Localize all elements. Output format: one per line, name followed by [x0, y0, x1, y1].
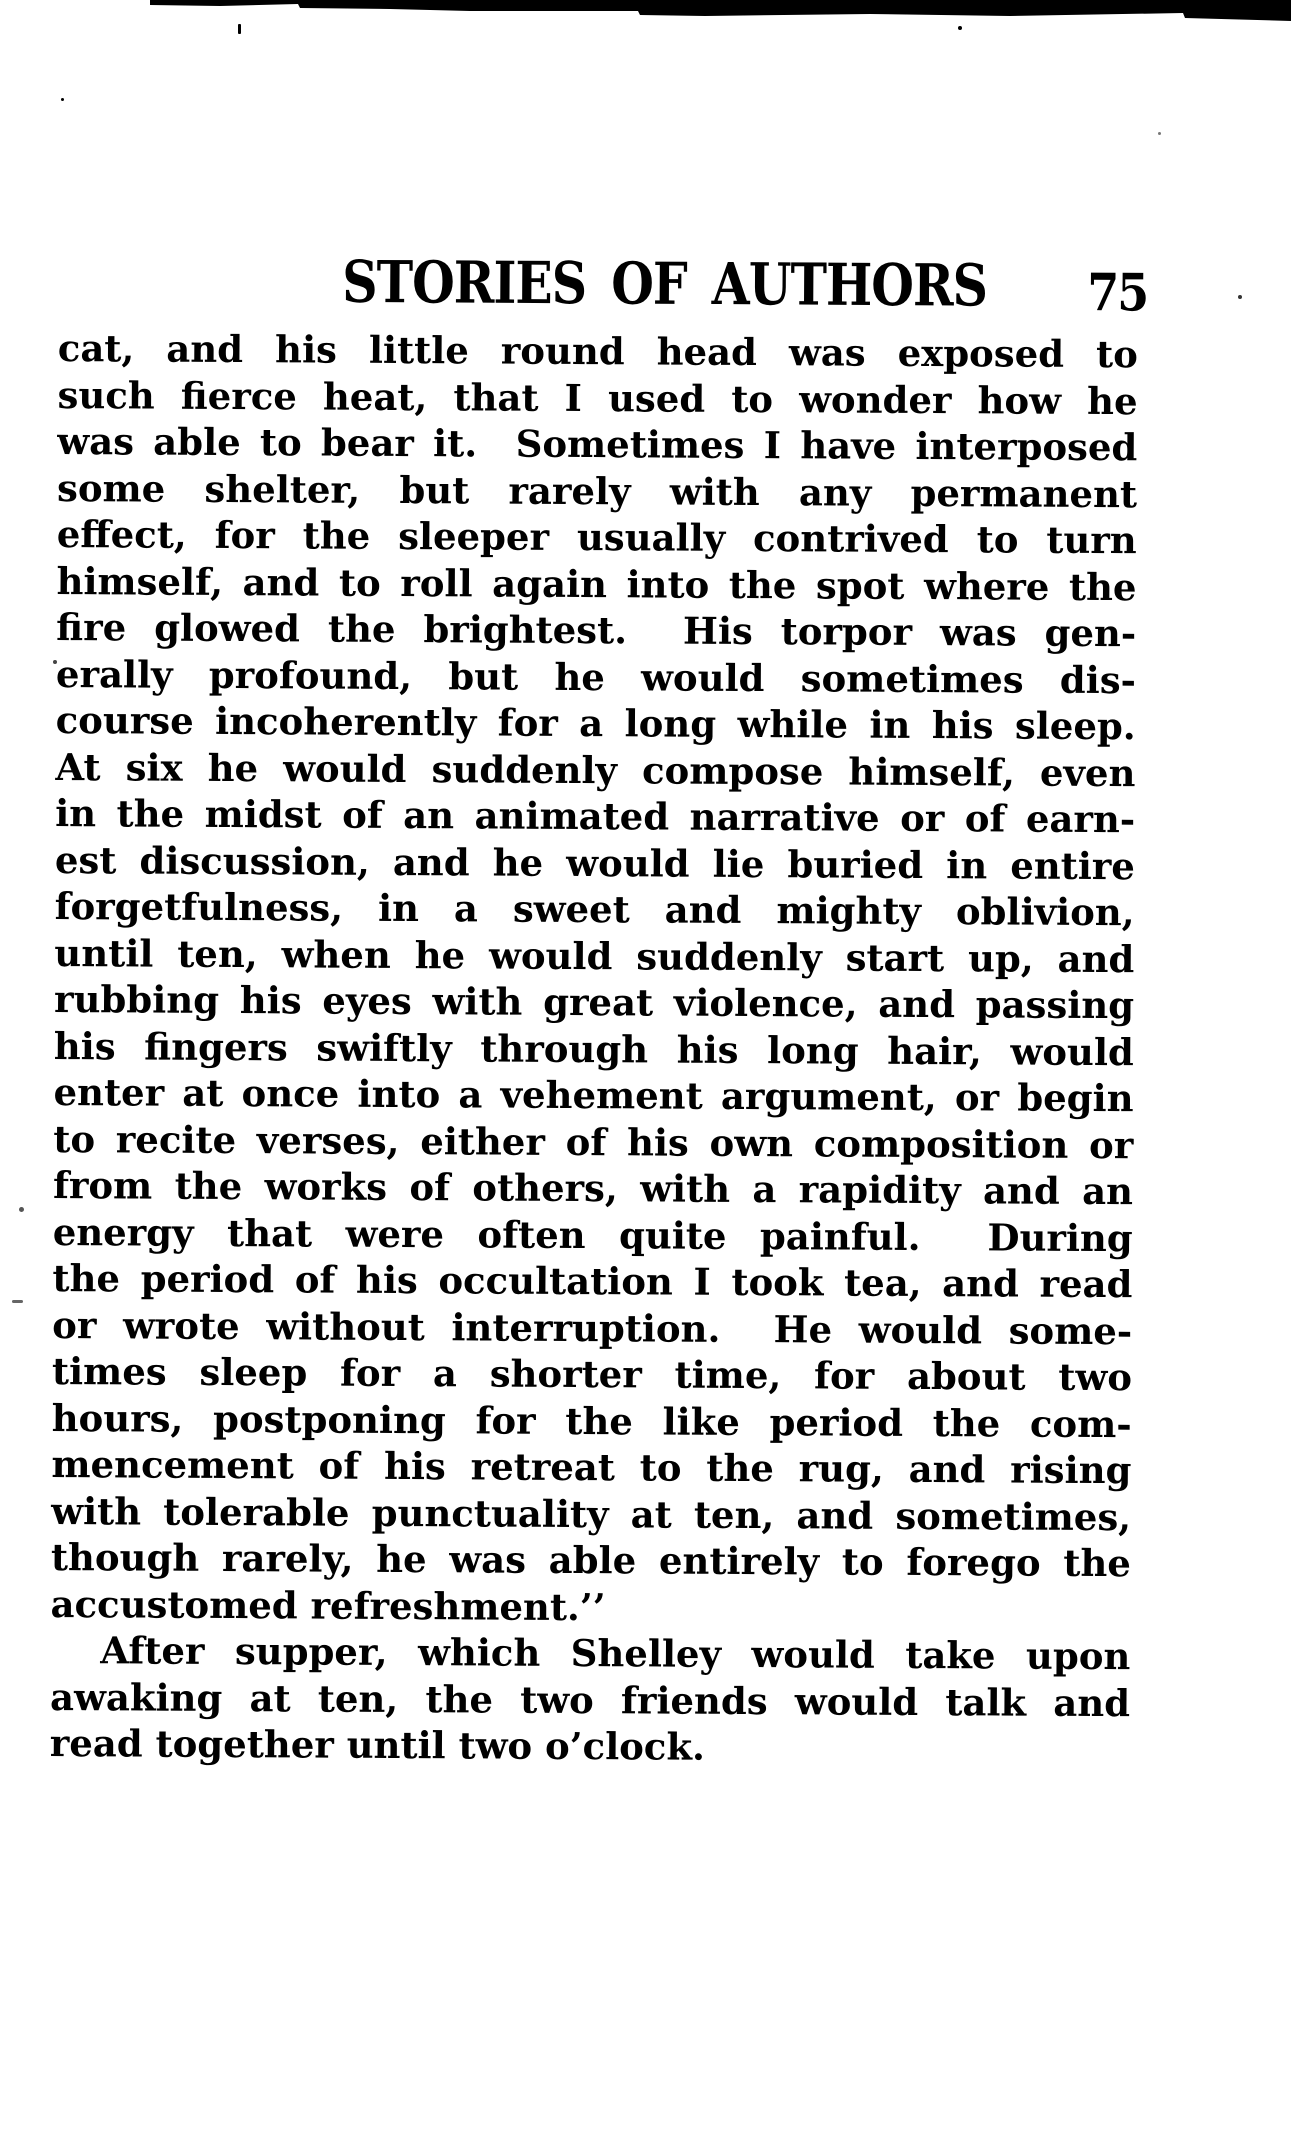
text-line: his fingers swiftly through his long hair, would: [53, 1023, 1134, 1074]
page-number: 75: [1087, 261, 1148, 323]
page-title: STORIES OF AUTHORS: [342, 247, 988, 320]
running-header: [0, 0, 1291, 337]
text-line: or wrote without interruption. He would some-: [52, 1302, 1133, 1353]
text-line: course incoherently for a long while in his sleep.: [55, 697, 1136, 749]
text-line: though rarely, he was able entirely to forego the: [50, 1534, 1132, 1586]
text-line: times sleep for a shorter time, for about two: [51, 1348, 1133, 1400]
text-line: energy that were often quite painful. During: [52, 1209, 1133, 1260]
text-line: in the midst of an animated narrative or of earn-: [55, 790, 1136, 842]
text-line: accustomed refreshment.’’: [50, 1581, 606, 1629]
text-line: the period of his occultation I took tea, and read: [52, 1255, 1133, 1307]
text-line: himself, and to roll again into the spot where the: [56, 558, 1137, 609]
text-line: until ten, when he would suddenly start up, and: [54, 930, 1135, 981]
text-line: enter at once into a vehement argument, or begin: [53, 1069, 1134, 1121]
text-line: At six he would suddenly compose himself, even: [55, 744, 1136, 795]
text-line: fire glowed the brightest. His torpor was gen-: [56, 604, 1137, 656]
paragraph: [50, 1627, 1131, 1773]
text-line: read together until two o’clock.: [49, 1720, 706, 1769]
text-line: hours, postponing for the like period the com-: [51, 1395, 1132, 1446]
text-line: After supper, which Shelley would take upon: [100, 1628, 1131, 1679]
text-line: was able to bear it. Sometimes I have interposed: [57, 418, 1138, 470]
text-line: cat, and his little round head was exposed to: [57, 325, 1138, 377]
text-line: from the works of others, with a rapidity and an: [52, 1162, 1134, 1214]
body-text: [50, 325, 1138, 1773]
text-line: awaking at ten, the two friends would talk and: [49, 1674, 1131, 1725]
text-line: est discussion, and he would lie buried in entire: [54, 837, 1136, 888]
text-line: forgetfulness, in a sweet and mighty oblivion,: [54, 883, 1135, 935]
text-line: mencement of his retreat to the rug, and rising: [51, 1441, 1132, 1493]
text-line: erally profound, but he would sometimes dis-: [55, 651, 1137, 702]
paragraph: [51, 325, 1138, 1633]
text-line: to recite verses, either of his own composition or: [53, 1116, 1134, 1167]
text-line: with tolerable punctuality at ten, and sometimes,: [51, 1488, 1132, 1539]
text-line: effect, for the sleeper usually contrived to turn: [56, 511, 1137, 563]
text-line: rubbing his eyes with great violence, and passing: [53, 976, 1135, 1028]
text-line: such fierce heat, that I used to wonder how he: [57, 372, 1138, 423]
text-line: some shelter, but rarely with any permanent: [56, 465, 1138, 516]
